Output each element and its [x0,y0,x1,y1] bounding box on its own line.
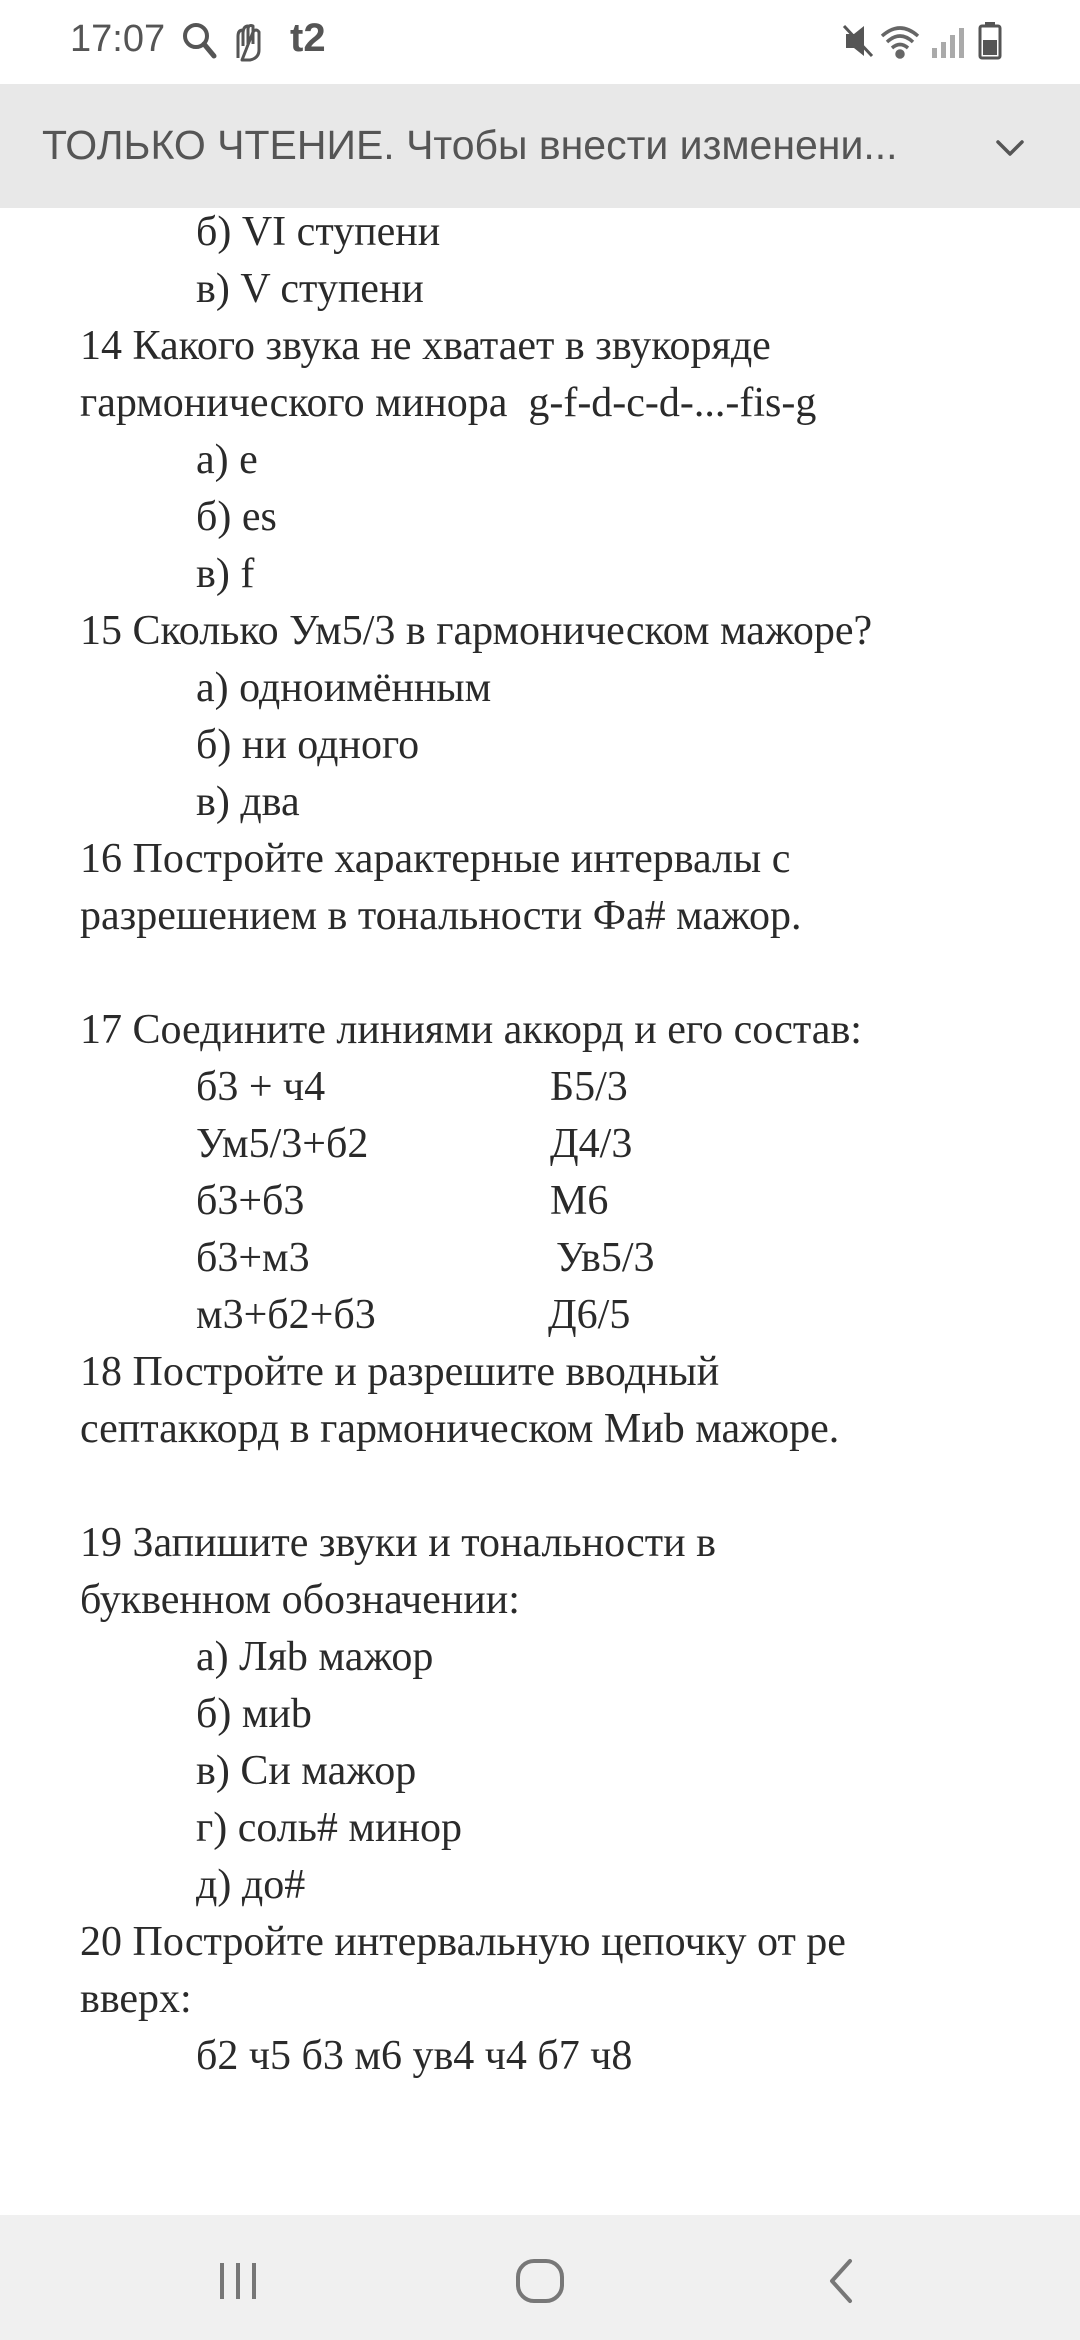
carrier-label: t2 [290,16,326,60]
status-time: 17:07 [70,18,166,60]
q13-option-c: в) V ступени [196,266,424,312]
q20-line2: вверх: [80,1976,192,2022]
navigation-bar [0,2215,1080,2340]
readonly-banner-text: ТОЛЬКО ЧТЕНИЕ. Чтобы внести изменени... [42,122,898,168]
wifi-icon [882,28,918,57]
q17-left-2: Ум5/3+б2 [196,1121,369,1167]
q17-left-3: б3+б3 [196,1178,305,1224]
q17-left-1: б3 + ч4 [196,1064,326,1110]
chevron-down-icon[interactable] [992,130,1028,166]
q15-option-a: а) одноимённым [196,665,492,711]
mute-icon [844,26,872,56]
q14-option-b: б) es [196,494,277,540]
signal-icon [932,28,964,58]
q17-left-5: м3+б2+б3 [196,1292,376,1338]
status-right-icons [842,20,1012,62]
q14-line2: гармонического минора g-f-d-c-d-...-fis-g [80,380,817,426]
q15-line1: 15 Сколько Ум5/3 в гармоническом мажоре? [80,608,873,654]
q18-line1: 18 Постройте и разрешите вводный [80,1349,720,1395]
hand-icon [238,26,259,61]
q19-option-c: в) Си мажор [196,1748,417,1794]
q17-right-3: М6 [550,1178,609,1224]
home-icon[interactable] [510,2251,570,2311]
q14-option-a: а) е [196,437,258,483]
readonly-banner[interactable] [0,84,1080,208]
search-icon [185,25,214,56]
q20-chain: б2 ч5 б3 м6 ув4 ч4 б7 ч8 [196,2033,633,2079]
status-bar [0,0,1080,84]
q19-line1: 19 Запишите звуки и тональности в [80,1520,716,1566]
q15-option-b: б) ни одного [196,722,420,768]
q20-line1: 20 Постройте интервальную цепочку от ре [80,1919,846,1965]
q19-option-d: г) соль# минор [196,1805,462,1851]
q19-option-b: б) миb [196,1691,312,1737]
q18-line2: септаккорд в гармоническом Миb мажоре. [80,1406,840,1452]
back-icon[interactable] [812,2251,872,2311]
q17-right-1: Б5/3 [550,1064,628,1110]
battery-icon [980,22,1000,58]
q16-line1: 16 Постройте характерные интервалы с [80,836,791,882]
q16-line2: разрешением в тональности Фа# мажор. [80,893,802,939]
q17-left-4: б3+м3 [196,1235,310,1281]
q14-line1: 14 Какого звука не хватает в звукоряде [80,323,771,369]
q19-option-a: а) Ляb мажор [196,1634,434,1680]
q14-option-c: в) f [196,551,255,597]
q17-right-4: Ув5/3 [556,1235,655,1281]
q19-line2: буквенном обозначении: [80,1577,520,1623]
q19-option-e: д) до# [196,1862,306,1908]
status-left-icons [180,20,280,62]
recent-apps-icon[interactable] [208,2251,268,2311]
q15-option-c: в) два [196,779,300,825]
q13-option-b: б) VI ступени [196,209,441,255]
q17-right-2: Д4/3 [550,1121,633,1167]
document-page [0,208,1080,2178]
q17-right-5: Д6/5 [548,1292,631,1338]
q17-line1: 17 Соедините линиями аккорд и его состав: [80,1007,862,1053]
